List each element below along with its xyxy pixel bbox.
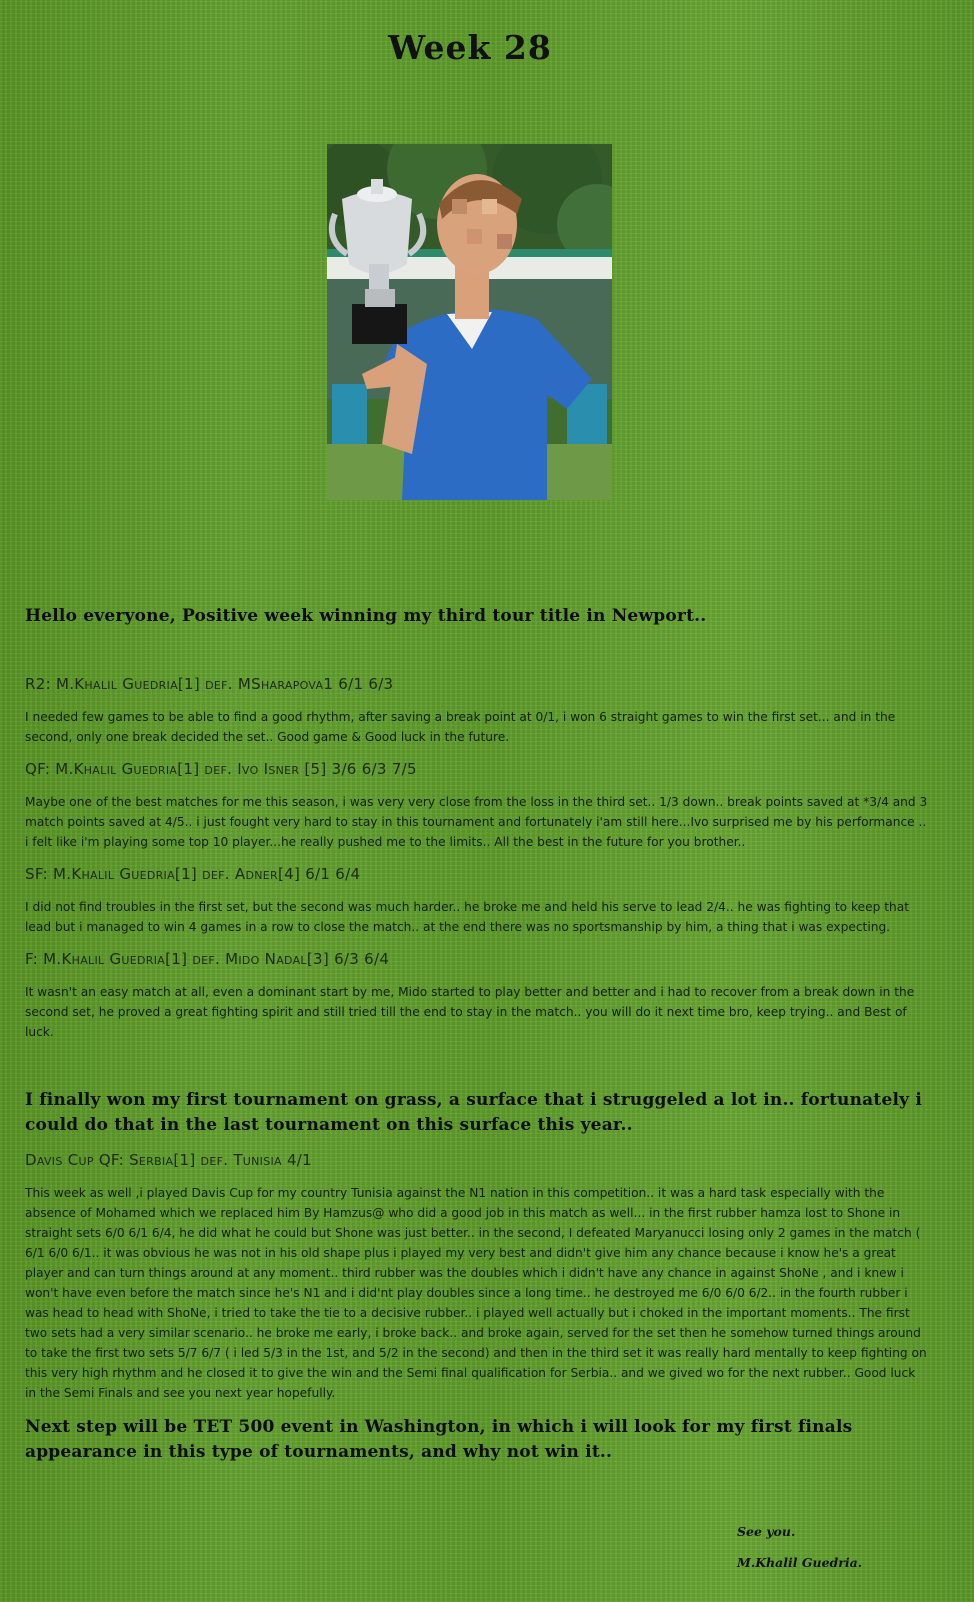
match-report: Maybe one of the best matches for me this season, i was very very close from the loss in the third set.. 1/3 down.. break points saved at *3/4 and 3 match points saved at 4/5.. i just fought very hard to stay in this tournament and fortunately i'am still here...Ivo surprised me by his performance .. i felt like i'm playing some top 10 player...he really pushed me to the limits.. All the best in the future for you brother.. [25, 795, 928, 849]
signoff-name: M.Khalil Guedria. [737, 1555, 863, 1570]
signoff-greeting: See you. [737, 1524, 796, 1539]
page-title: Week 28 [388, 28, 552, 67]
intro-headline: Hello everyone, Positive week winning my third tour title in Newport.. [25, 606, 707, 626]
match-title: F: M.Khalil Guedria[1] def. Mido Nadal[3] 6/3 6/4 [25, 950, 390, 968]
trophy-player-photo [327, 144, 612, 500]
davis-cup-title: Davis Cup QF: Serbia[1] def. Tunisia 4/1 [25, 1151, 312, 1169]
match-title: SF: M.Khalil Guedria[1] def. Adner[4] 6/1 6/4 [25, 865, 361, 883]
match-report: I did not find troubles in the first set, but the second was much harder.. he broke me and held his serve to lead 2/4.. he was fighting to keep that lead but i managed to win 4 games in a row to close the match.. at the end there was no sportsmanship by him, a thing that i was expecting. [25, 900, 909, 934]
next-headline: Next step will be TET 500 event in Washington, in which i will look for my first finals appearance in this type of tournaments, and why not win it.. [25, 1417, 853, 1462]
grass-headline: I finally won my first tournament on grass, a surface that i struggeled a lot in.. fortunately i could do that in the last tournament on this surface this year.. [25, 1090, 922, 1135]
match-title: R2: M.Khalil Guedria[1] def. MSharapova1 6/1 6/3 [25, 675, 394, 693]
match-report: I needed few games to be able to find a good rhythm, after saving a break point at 0/1, i won 6 straight games to win the first set... and in the second, only one break decided the set.. Good game & Good luck in the future. [25, 710, 896, 744]
match-title: QF: M.Khalil Guedria[1] def. Ivo Isner [5] 3/6 6/3 7/5 [25, 760, 417, 778]
match-report: It wasn't an easy match at all, even a dominant start by me, Mido started to play better and better and i had to recover from a break down in the second set, he proved a great fighting spirit and still tried till the end to stay in the match.. you will do it next time bro, keep trying.. and Best of luck. [25, 985, 915, 1039]
davis-cup-report: This week as well ,i played Davis Cup for my country Tunisia against the N1 nation in this competition.. it was a hard task especially with the absence of Mohamed which we replaced him By Hamzus@ who did a good job in this match as well... in the first rubber hamza lost to Shone in straight sets 6/0 6/1 6/4, he did what he could but Shone was just better.. in the second, I defeated Maryanucci losing only 2 games in the match ( 6/1 6/0 6/1.. it was obvious he was not in his old shape plus i played my very best and didn't give him any chance because i know he's a great player and can turn things around at any moment.. third rubber was the doubles which i didn't have any chance in against ShoNe , and i knew i won't have even before the match since he's N1 and i did'nt play doubles since a long time.. he destroyed me 6/0 6/0 6/2.. in the fourth rubber i was head to head with ShoNe, i tried to take the tie to a decisive rubber.. i played well actually but i choked in the important moments.. The first two sets had a very similar scenario.. he broke me early, i broke back.. and broke again, served for the set then he somehow turned things around to take the first two sets 5/7 6/7 ( i led 5/3 in the 1st, and 5/2 in the second) and then in the third set it was really hard mentally to keep fighting on this very high rhythm and he closed it to give the win and the Semi final qualification for Serbia.. and we gived wo for the next rubber.. Good luck in the Semi Finals and see you next year hopefully. [25, 1186, 927, 1400]
